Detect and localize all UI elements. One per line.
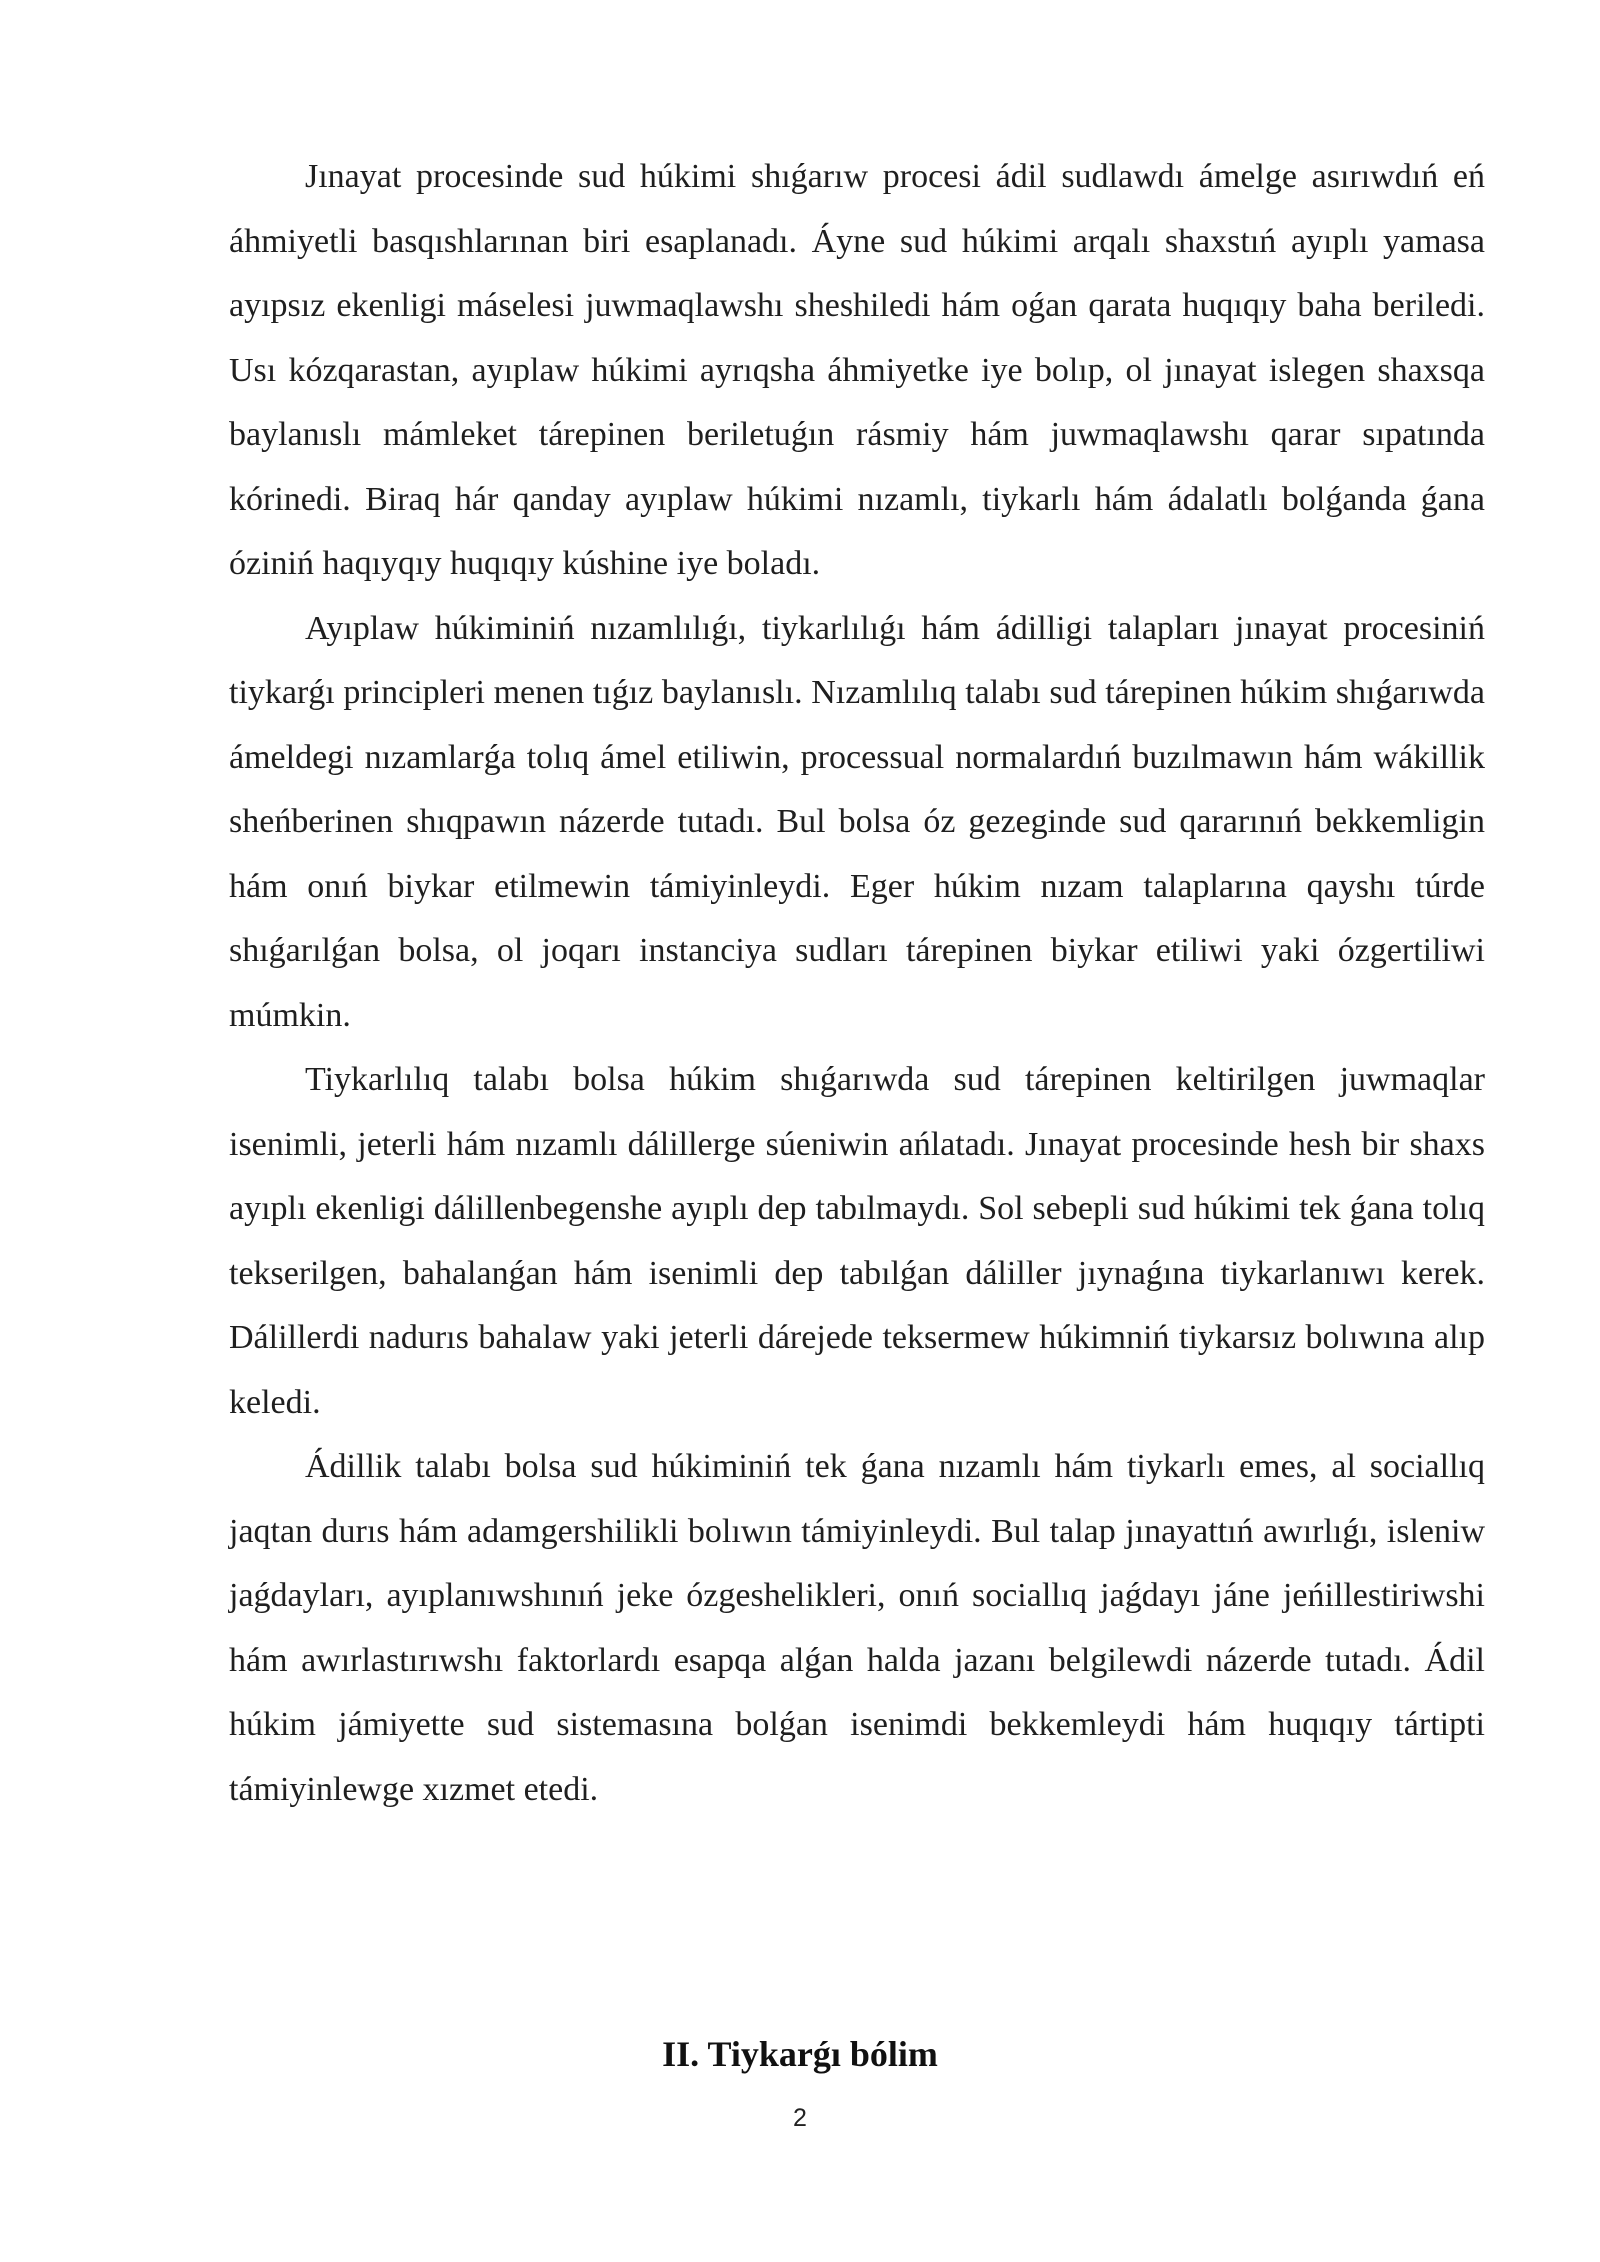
paragraph-1: Jınayat procesinde sud húkimi shıǵarıw procesi ádil sudlawdı ámelge asırıwdıń eń áhmiyetli basqıshlarınan biri esaplanadı. Áyne sud húkimi arqalı shaxstıń ayıplı yamasa ayıpsız ekenligi máselesi juwmaqlawshı sheshiledi hám oǵan qarata huqıqıy baha beriledi. Usı kózqarastan, ayıplaw húkimi ayrıqsha áhmiyetke iye bolıp, ol jınayat islegen shaxsqa baylanıslı mámleket tárepinen beriletuǵın rásmiy hám juwmaqlawshı qarar sıpatında kórinedi. Biraq hár qanday ayıplaw húkimi nızamlı, tiykarlı hám ádalatlı bolǵanda ǵana óziniń haqıyqıy huqıqıy kúshine iye boladı. bbox=[229, 158, 1485, 582]
page-number: 2 bbox=[793, 2104, 807, 2132]
paragraph-3: Tiykarlılıq talabı bolsa húkim shıǵarıwda sud tárepinen keltirilgen juwmaqlar isenimli, jeterli hám nızamlı dálillerge súeniwin ańlatadı. Jınayat procesinde hesh bir shaxs ayıplı ekenligi dálillenbegenshe ayıplı dep tabılmaydı. Sol sebepli sud húkimi tek ǵana tolıq tekserilgen, bahalanǵan hám isenimli dep tabılǵan dáliller jıynaǵına tiykarlanıwı kerek. Dálillerdi nadurıs bahalaw yaki jeterli dárejede teksermew húkimniń tiykarsız bolıwına alıp keledi. bbox=[229, 1061, 1485, 1421]
section-heading: II. Tiykarǵı bólim bbox=[662, 2034, 938, 2074]
paragraph-2: Ayıplaw húkiminiń nızamlılıǵı, tiykarlılıǵı hám ádilligi talapları jınayat procesiniń tiykarǵı principleri menen tıǵız baylanıslı. Nızamlılıq talabı sud tárepinen húkim shıǵarıwda ámeldegi nızamlarǵa tolıq ámel etiliwin, processual normalardıń buzılmawın hám wákillik sheńberinen shıqpawın názerde tutadı. Bul bolsa óz gezeginde sud qararınıń bekkemligin hám onıń biykar etilmewin támiyinleydi. Eger húkim nızam talaplarına qayshı túrde shıǵarılǵan bolsa, ol joqarı instanciya sudları tárepinen biykar etiliwi yaki ózgertiliwi múmkin. bbox=[229, 609, 1485, 1034]
paragraph-4: Ádillik talabı bolsa sud húkiminiń tek ǵana nızamlı hám tiykarlı emes, al sociallıq jaqtan durıs hám adamgershilikli bolıwın támiyinleydi. Bul talap jınayattıń awırlıǵı, isleniw jaǵdayları, ayıplanıwshınıń jeke ózgeshelikleri, onıń sociallıq jaǵdayı jáne jeńillestiriwshi hám awırlastırıwshı faktorlardı esapqa alǵan halda jazanı belgilewdi názerde tutadı. Ádil húkim jámiyette sud sistemasına bolǵan isenimdi bekkemleydi hám huqıqıy tártipti támiyinlewge xızmet etedi. bbox=[229, 1448, 1485, 1808]
body-text bbox=[229, 145, 1485, 1822]
